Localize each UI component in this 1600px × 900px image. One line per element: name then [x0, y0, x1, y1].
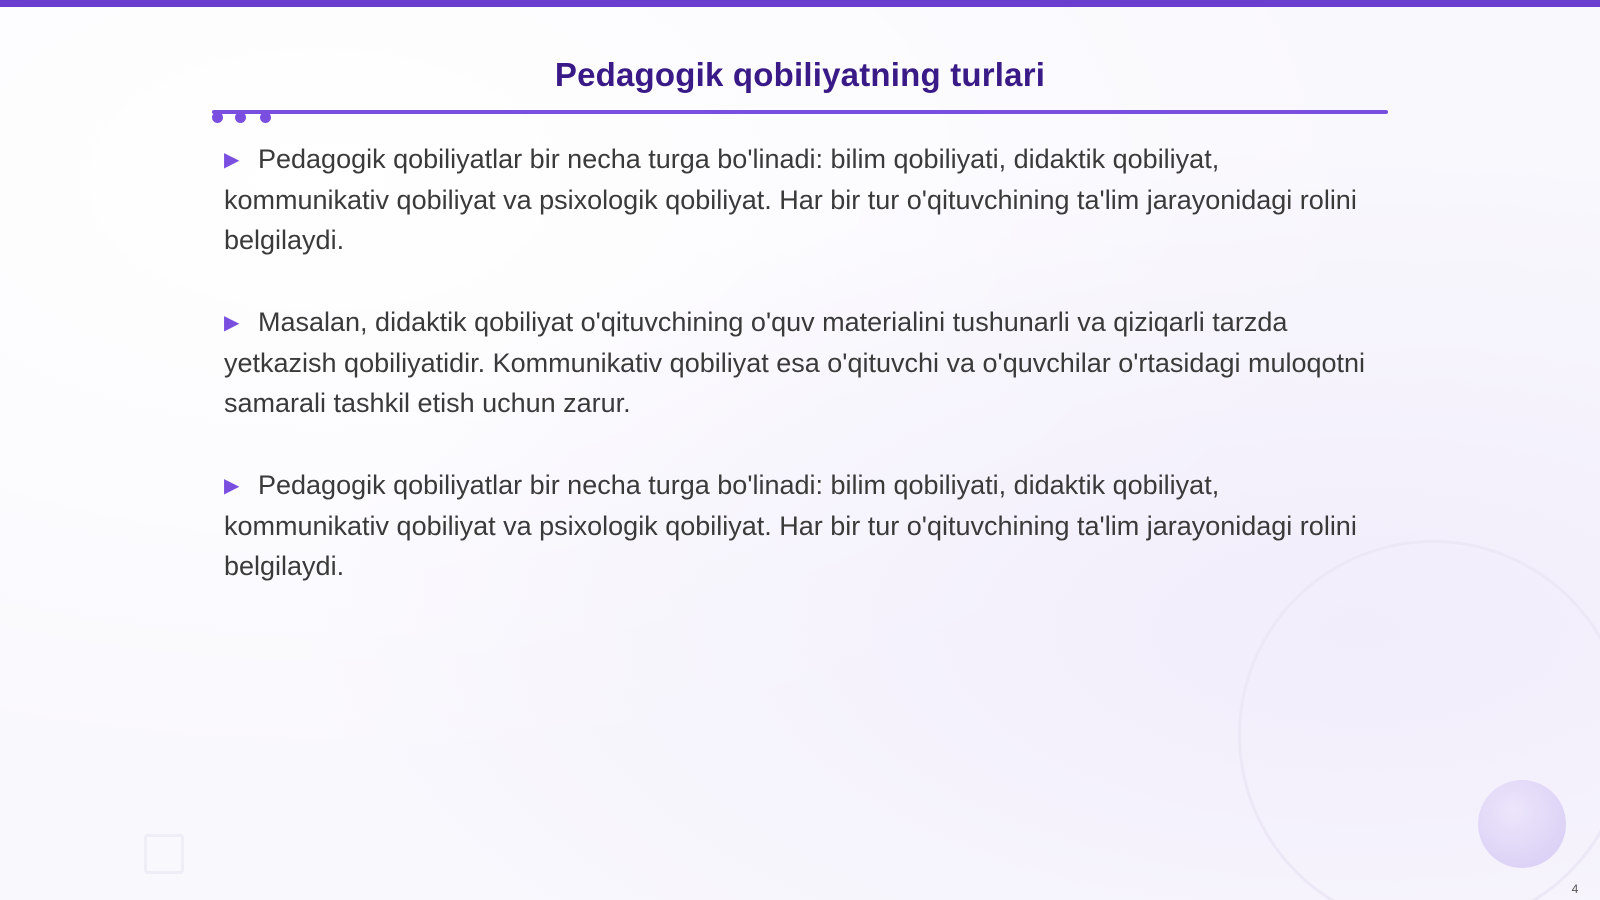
bullet-item	[224, 139, 1374, 260]
top-accent-bar	[0, 0, 1600, 7]
decorative-circle-filled	[1478, 780, 1566, 868]
bullet-item	[224, 302, 1374, 423]
triangle-right-icon: ▶	[224, 475, 240, 497]
triangle-right-icon: ▶	[224, 312, 240, 334]
page-number: 4	[1571, 882, 1579, 896]
title-underline	[212, 110, 1388, 114]
bullet-text: Pedagogik qobiliyatlar bir necha turga bo'linadi: bilim qobiliyati, didaktik qobiliyat, kommunikativ qobiliyat va psixologik qobiliyat. Har bir tur o'qituvchining ta'lim jarayonidagi rolini belgilaydi.	[224, 470, 1357, 581]
dot-3	[260, 112, 271, 123]
slide-title: Pedagogik qobiliyatning turlari	[554, 56, 1046, 93]
dot-2	[235, 112, 246, 123]
decorative-square	[144, 834, 184, 874]
bullet-list	[224, 139, 1374, 628]
bullet-item	[224, 465, 1374, 586]
bullet-text: Pedagogik qobiliyatlar bir necha turga bo'linadi: bilim qobiliyati, didaktik qobiliyat, kommunikativ qobiliyat va psixologik qobiliyat. Har bir tur o'qituvchining ta'lim jarayonidagi rolini belgilaydi.	[224, 144, 1357, 255]
dot-1	[212, 112, 223, 123]
bullet-text: Masalan, didaktik qobiliyat o'qituvchining o'quv materialini tushunarli va qiziqarli tarzda yetkazish qobiliyatidir. Kommunikativ qobiliyat esa o'qituvchi va o'quvchilar o'rtasidagi muloqotni samarali tashkil etish uchun zarur.	[224, 307, 1366, 418]
three-dots-icon	[212, 112, 282, 126]
triangle-right-icon: ▶	[224, 149, 240, 171]
